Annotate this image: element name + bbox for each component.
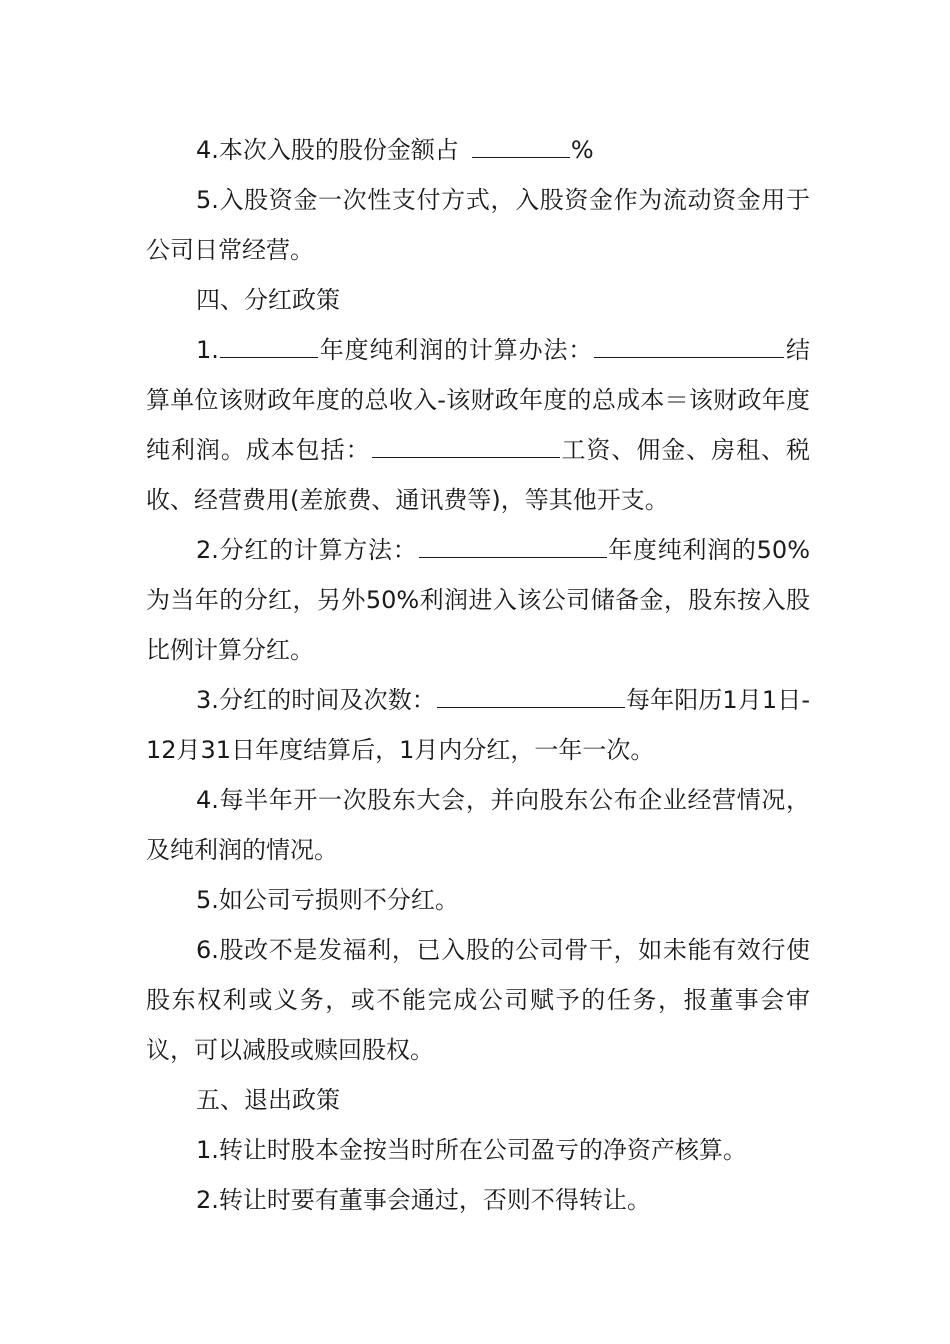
clause-text: 4.本次入股的股份金额占: [196, 136, 459, 164]
clause-payment-method: 5.入股资金一次性支付方式，入股资金作为流动资金用于公司日常经营。: [146, 186, 810, 264]
clause-dividend-schedule: [146, 675, 810, 775]
fill-blank-method[interactable]: [594, 335, 784, 358]
clause-shareholder-meeting: 4.每半年开一次股东大会，并向股东公布企业经营情况，及纯利润的情况。: [146, 786, 810, 864]
clause-text: 2.分红的计算方法：: [196, 536, 418, 564]
section-heading-exit-policy: 五、退出政策: [196, 1086, 340, 1114]
clause-transfer-valuation: 1.转让时股本金按当时所在公司盈亏的净资产核算。: [196, 1136, 747, 1164]
clause-text: 1.: [196, 336, 219, 364]
clause-text: 年度纯利润的50%为当年的分红，另外50%利润进入该公司储备金，股东按入股比例计算分红。: [146, 536, 810, 664]
fill-blank-percentage[interactable]: [472, 135, 570, 158]
clause-text: %: [570, 136, 594, 164]
fill-blank-dividend-method[interactable]: [419, 535, 607, 558]
clause-loss-no-dividend: 5.如公司亏损则不分红。: [196, 886, 459, 914]
clause-text: 结算单位该财政年度的总收入-该财政年度的总成本＝该财政年度纯利润。成本包括：: [146, 336, 811, 464]
clause-dividend-calculation: [146, 525, 810, 675]
clause-transfer-approval: 2.转让时要有董事会通过，否则不得转让。: [196, 1186, 651, 1214]
clause-text: 3.分红的时间及次数：: [196, 686, 436, 714]
clause-net-profit-calculation: [146, 325, 810, 525]
section-heading-dividend-policy: 四、分红政策: [196, 286, 340, 314]
fill-blank-cost-items[interactable]: [372, 435, 560, 458]
clause-text: 年度纯利润的计算办法：: [318, 336, 594, 364]
clause-share-reduction: 6.股改不是发福利，已入股的公司骨干，如未能有效行使股东权利或义务，或不能完成公司赋予的任务，报董事会审议，可以减股或赎回股权。: [146, 936, 810, 1064]
clause-text: 工资、佣金、房租、税收、经营费用(差旅费、通讯费等)，等其他开支。: [146, 436, 811, 514]
clause-text: 每年阳历1月1日-12月31日年度结算后，1月内分红，一年一次。: [146, 686, 811, 764]
clause-share-percentage: [146, 125, 810, 175]
fill-blank-dividend-schedule[interactable]: [437, 685, 625, 708]
document-body: [146, 125, 810, 1225]
fill-blank-year[interactable]: [220, 335, 318, 358]
